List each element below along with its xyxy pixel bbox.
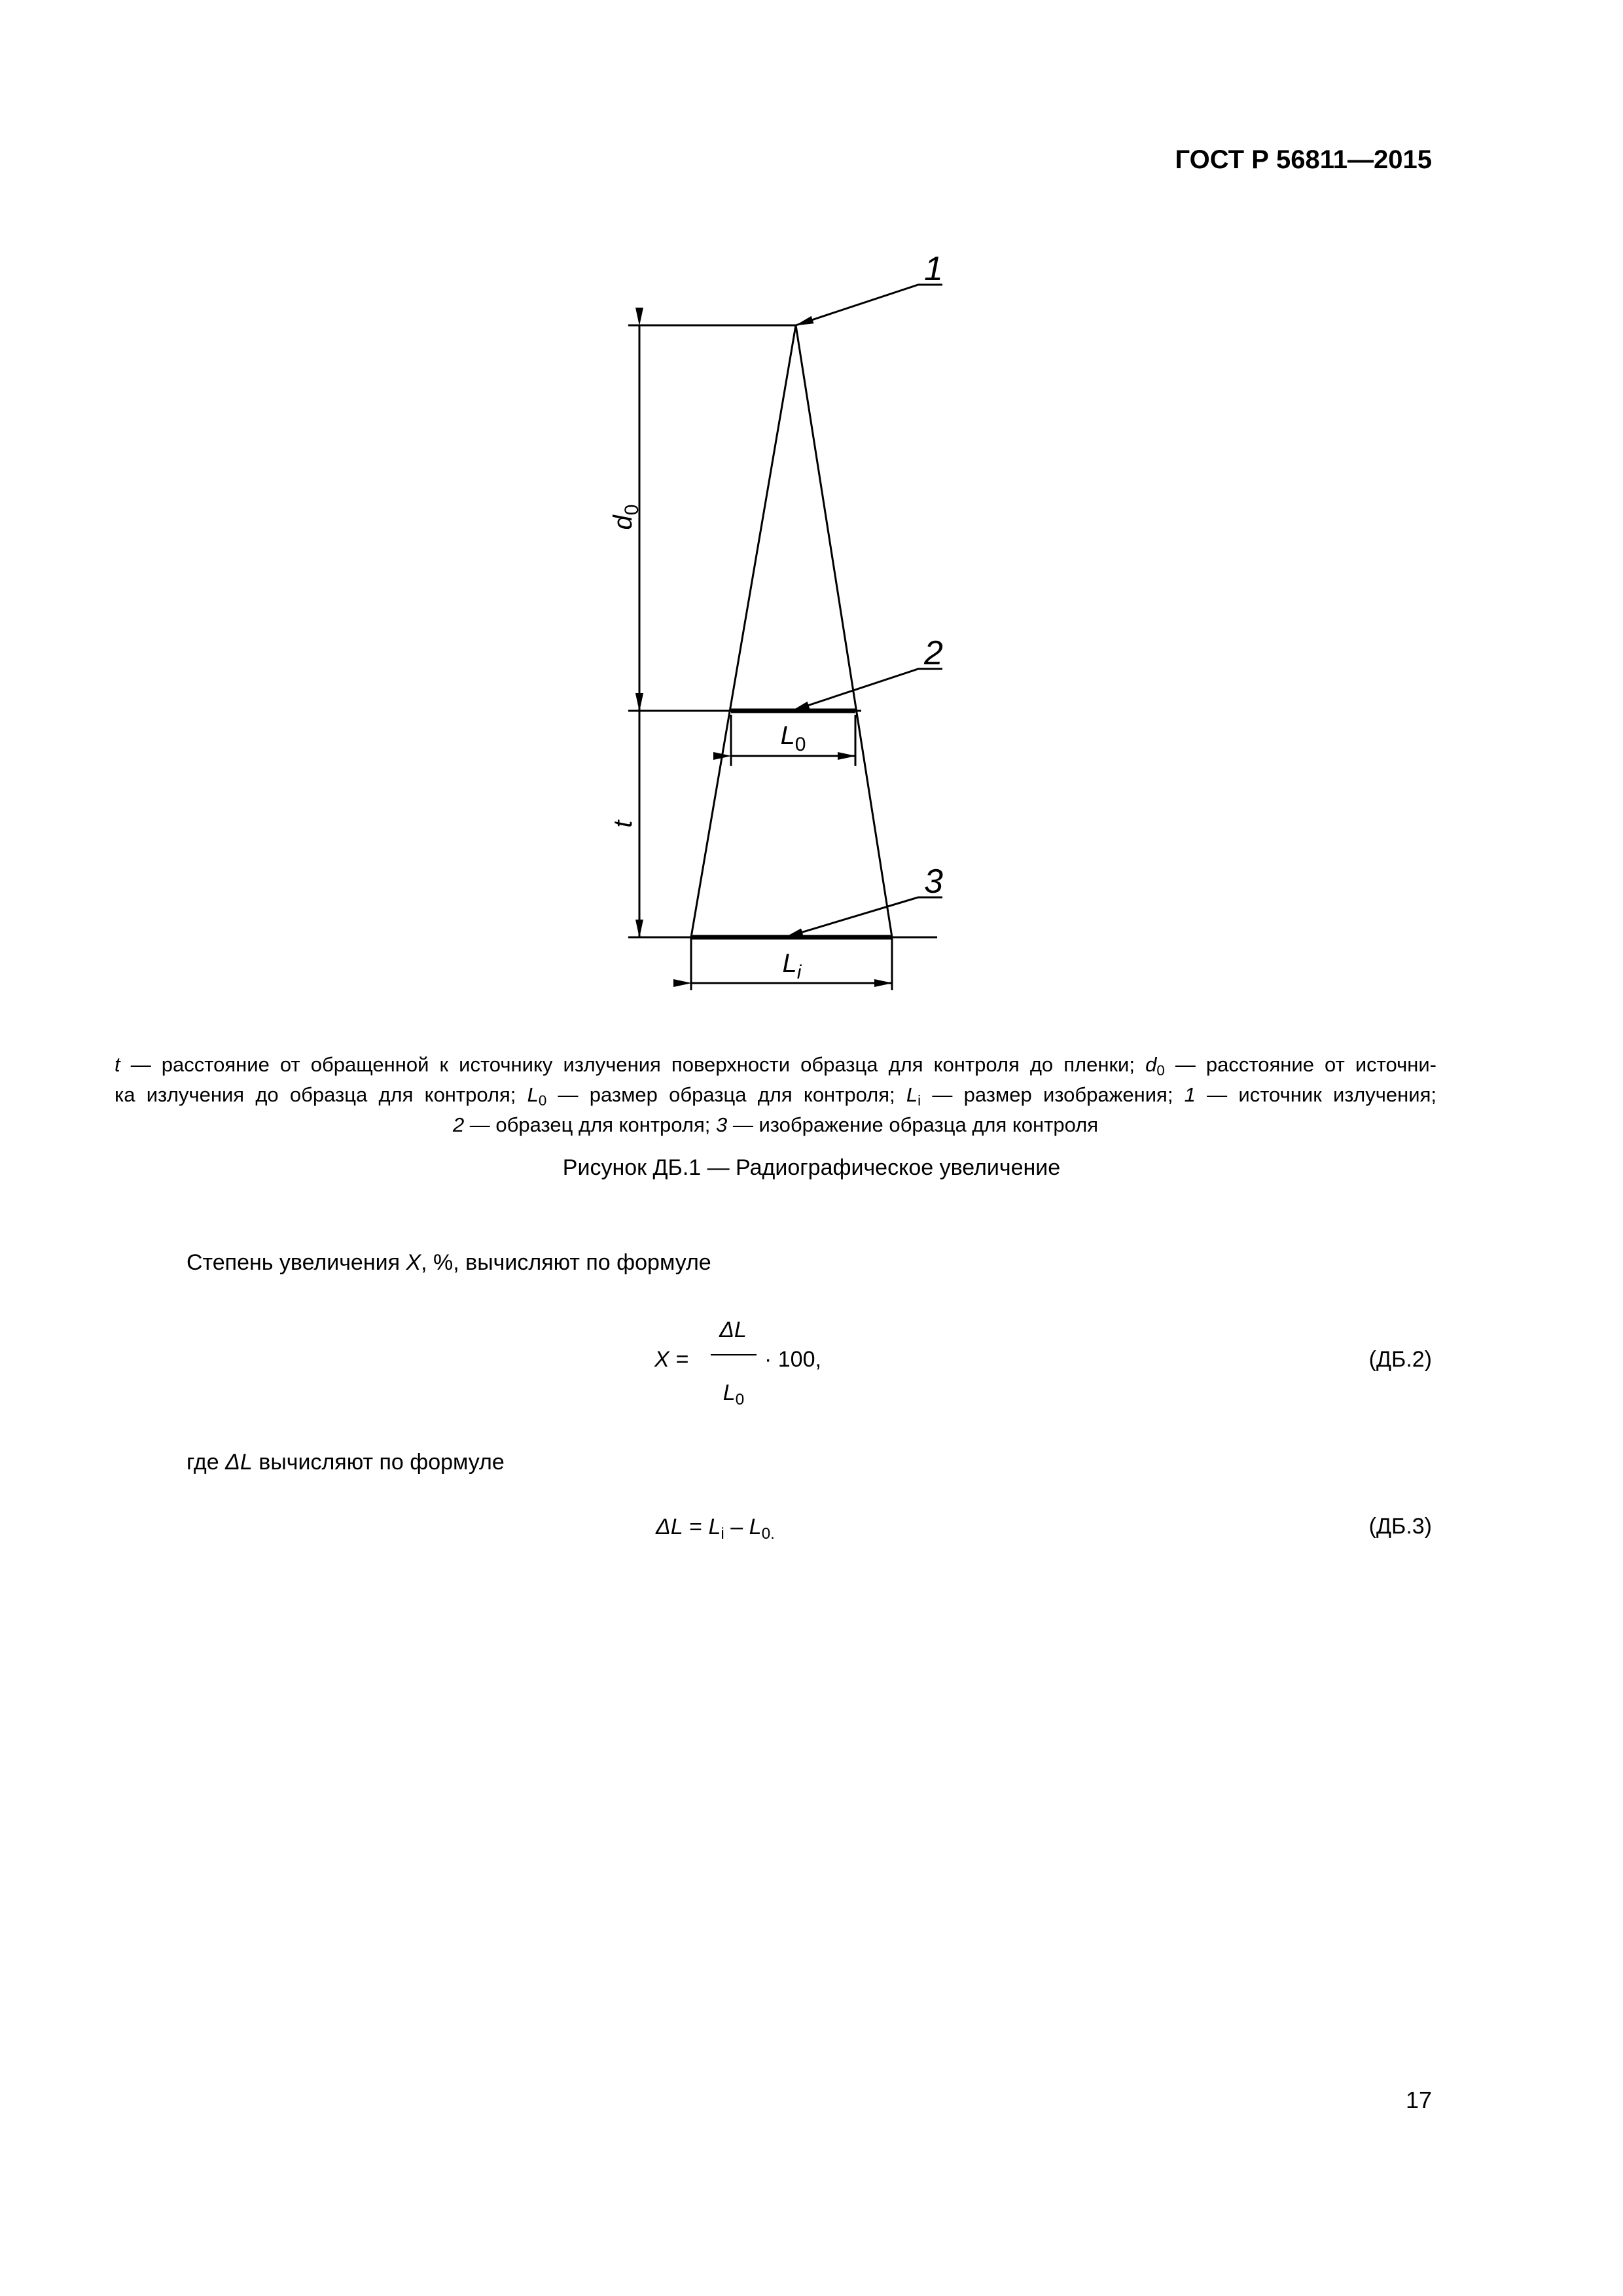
callout-1-label: 1 [924, 250, 943, 288]
formula-db2: X = ΔL $L_0$ · 100, [654, 1318, 821, 1408]
fraction-bar [711, 1354, 757, 1355]
paragraph-magnification: Степень увеличения X, %, вычисляют по формуле [187, 1250, 711, 1275]
paragraph-where: где ΔL вычисляют по формуле [187, 1450, 505, 1475]
callout-2-leader [792, 669, 942, 711]
figure-caption: Рисунок ДБ.1 — Радиографическое увеличение [562, 1155, 1061, 1180]
figure-legend [115, 1052, 1436, 1137]
radiographic-magnification-figure [0, 0, 1623, 1047]
legend-line-2: ка излучения до образца для контроля; $L_0$ — размер образца для контроля; $L_i$ — размер изображения; 1 — источник излучения; [115, 1083, 1436, 1109]
legend-line-3: 2 — образец для контроля; 3 — изображение образца для контроля [452, 1113, 1099, 1137]
d0-label: $d_0$ [609, 504, 643, 530]
formula-number-db3: (ДБ.3) [1368, 1514, 1432, 1539]
beam-right-edge [796, 325, 892, 937]
callout-3-label: 3 [924, 863, 943, 901]
formula-db3: $\Delta L = L_i - L_{0.}$ [656, 1515, 775, 1543]
L0-label: $L_0$ [780, 721, 806, 755]
formula-number-db2: (ДБ.2) [1368, 1347, 1432, 1372]
t-label: t [609, 820, 637, 828]
legend-line-1: t — расстояние от обращенной к источнику излучения поверхности образца для контроля до пленки; $d_0$ — расстояние от источни- [115, 1053, 1436, 1079]
document-header: ГОСТ Р 56811—2015 [1175, 145, 1432, 174]
callout-1-leader [796, 285, 942, 325]
beam-left-edge [691, 325, 796, 937]
page-number: 17 [1405, 2087, 1432, 2113]
callout-3-leader [785, 897, 942, 937]
Li-label: $L_i$ [782, 949, 802, 983]
callout-2-label: 2 [924, 634, 943, 672]
